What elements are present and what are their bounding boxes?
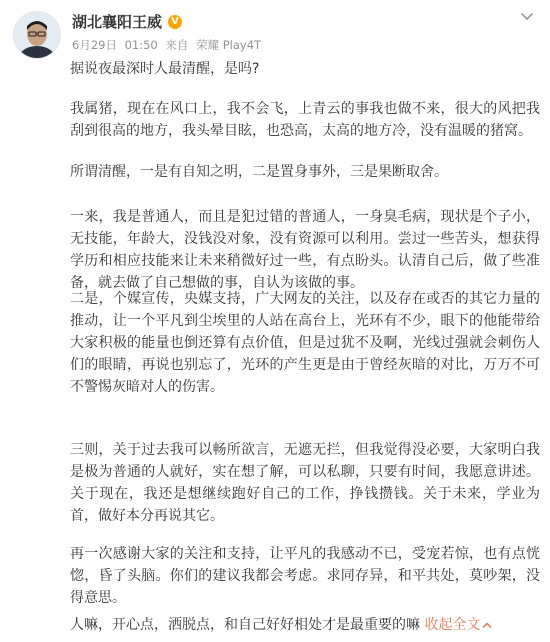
post-time: 01:50 xyxy=(124,38,158,52)
chevron-up-icon xyxy=(481,619,493,631)
source-prefix: 来自 xyxy=(165,38,189,52)
post-meta xyxy=(72,37,265,53)
post-paragraph: 据说夜最深时人最清醒，是吗? xyxy=(70,61,260,77)
post-paragraph-last xyxy=(70,614,540,636)
post-paragraph: 二是，个媒宣传，央媒支持，广大网友的关注，以及存在或否的其它力量的推动，让一个平凡到尘埃里的人站在高台上，光环有不少，眼下的他能带给大家积极的能量也倒还算有点价值，但是过犹不及啊，光线过强就会刺伤人们的眼睛，再说也别忘了，光环的产生更是由于曾经灰暗的对比，万万不可不警惕灰暗对人的伤害。 xyxy=(70,291,540,395)
post-paragraph: 我属猪，现在在风口上，我不会飞，上青云的事我也做不来，很大的风把我刮到很高的地方，我头晕目眩，也恐高，太高的地方冷，没有温暖的猪窝。 xyxy=(70,101,540,139)
post-paragraph: 再一次感谢大家的关注和支持，让平凡的我感动不已，受宠若惊，也有点恍惚，昏了头脑。你们的建议我都会考虑。求同存异，和平共处，莫吵架，没得意思。 xyxy=(70,546,540,606)
collapse-label: 收起全文 xyxy=(424,617,481,633)
source-device[interactable]: 荣耀 Play4T xyxy=(196,38,262,52)
author-name-row xyxy=(72,11,182,32)
avatar-image xyxy=(14,12,60,58)
collapse-fulltext-link[interactable] xyxy=(424,617,493,633)
author-name[interactable]: 湖北襄阳王威 xyxy=(72,13,163,31)
verified-badge-icon: V xyxy=(168,15,182,29)
avatar[interactable] xyxy=(13,11,61,59)
post-header xyxy=(0,0,550,62)
post-paragraph: 三则，关于过去我可以畅所欲言，无遮无拦，但我觉得没必要，大家明白我是极为普通的人就好，实在想了解，可以私聊，只要有时间，我愿意讲述。关于现在，我还是想继续跑好自己的工作，挣钱攒钱。关于未来，学业为首，做好本分再说其它。 xyxy=(70,442,540,524)
post-date: 6月29日 xyxy=(72,38,117,52)
post-paragraph-text: 人嘛，开心点，洒脱点，和自己好好相处才是最重要的嘛 xyxy=(70,617,420,633)
post-paragraph: 所谓清醒，一是有自知之明，二是置身事外，三是果断取舍。 xyxy=(70,164,448,180)
post-paragraph: 一来，我是普通人，而且是犯过错的普通人，一身臭毛病，现状是个子小，无技能，年龄大，没钱没对象，没有资源可以利用。尝过一些苦头，想获得学历和相应技能来让未来稍微好过一些，有点盼头。认清自己后，做了些准备，就去做了自己想做的事，自认为该做的事。 xyxy=(70,209,540,291)
chevron-down-icon[interactable] xyxy=(517,6,537,26)
